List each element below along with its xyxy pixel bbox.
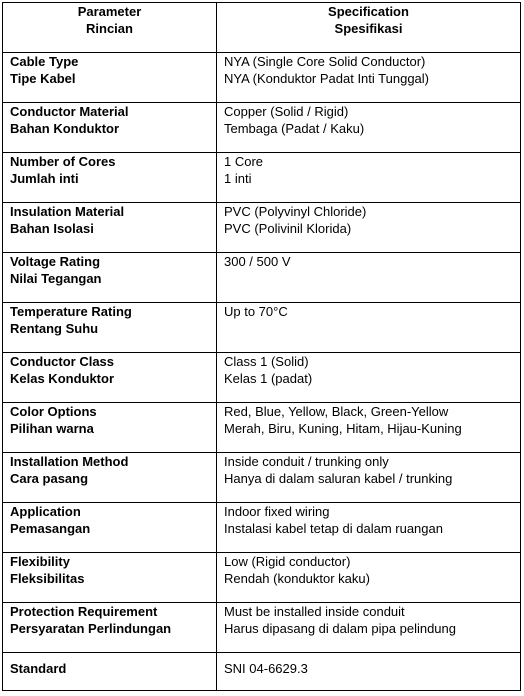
parameter-cell — [3, 203, 217, 253]
specification-value-id: Instalasi kabel tetap di dalam ruangan — [224, 521, 443, 536]
parameter-cell — [3, 253, 217, 303]
parameter-label-en: Color Options — [10, 404, 97, 419]
specification-value-id: Tembaga (Padat / Kaku) — [224, 121, 365, 136]
parameter-cell — [3, 103, 217, 153]
parameter-label-en: Protection Requirement — [10, 604, 158, 619]
specification-value-en: 300 / 500 V — [224, 254, 291, 269]
parameter-label-en: Conductor Material — [10, 104, 129, 119]
specification-value-id: PVC (Polivinil Klorida) — [224, 221, 352, 236]
specification-value-en: Up to 70°C — [224, 304, 288, 319]
parameter-label-en: Insulation Material — [10, 204, 125, 219]
parameter-label-id: Persyaratan Perlindungan — [10, 621, 172, 636]
parameter-label-id: Jumlah inti — [10, 171, 79, 186]
specification-cell — [217, 653, 521, 691]
specification-value-en: Class 1 (Solid) — [224, 354, 309, 369]
parameter-label-id: Kelas Konduktor — [10, 371, 115, 386]
parameter-label-id: Fleksibilitas — [10, 571, 85, 586]
parameter-label-en: Number of Cores — [10, 154, 116, 169]
table-row — [3, 553, 521, 603]
specification-cell — [217, 103, 521, 153]
parameter-cell — [3, 353, 217, 403]
parameter-cell — [3, 653, 217, 691]
header-parameter-id: Rincian — [86, 21, 133, 36]
specification-value-en: Copper (Solid / Rigid) — [224, 104, 349, 119]
parameter-label-en: Conductor Class — [10, 354, 115, 369]
specification-value-en: NYA (Single Core Solid Conductor) — [224, 54, 426, 69]
specification-value-id: NYA (Konduktor Padat Inti Tunggal) — [224, 71, 429, 86]
table-row — [3, 353, 521, 403]
parameter-cell — [3, 453, 217, 503]
parameter-label-id: Nilai Tegangan — [10, 271, 102, 286]
specification-value-id: Hanya di dalam saluran kabel / trunking — [224, 471, 453, 486]
table-header-row — [3, 3, 521, 53]
parameter-label-en: Flexibility — [10, 554, 70, 569]
specification-value-en: Indoor fixed wiring — [224, 504, 330, 519]
table-row — [3, 603, 521, 653]
specification-cell — [217, 53, 521, 103]
specification-value-en: SNI 04-6629.3 — [224, 661, 308, 676]
specification-value-en: Low (Rigid conductor) — [224, 554, 351, 569]
specification-value-en: 1 Core — [224, 154, 264, 169]
specification-value-id: 1 inti — [224, 171, 252, 186]
header-parameter-en: Parameter — [77, 4, 142, 19]
specification-cell — [217, 303, 521, 353]
parameter-label-id: Bahan Konduktor — [10, 121, 120, 136]
specification-value-en: Must be installed inside conduit — [224, 604, 405, 619]
header-specification-id: Spesifikasi — [334, 21, 403, 36]
specification-cell — [217, 453, 521, 503]
specification-cell — [217, 353, 521, 403]
specification-cell — [217, 503, 521, 553]
parameter-label-en: Voltage Rating — [10, 254, 101, 269]
parameter-label-en: Cable Type — [10, 54, 79, 69]
parameter-cell — [3, 403, 217, 453]
specification-value-en: Red, Blue, Yellow, Black, Green-Yellow — [224, 404, 449, 419]
table-row — [3, 453, 521, 503]
parameter-label-en: Standard — [10, 661, 67, 676]
specification-value-en: Inside conduit / trunking only — [224, 454, 389, 469]
parameter-label-id: Rentang Suhu — [10, 321, 99, 336]
specification-cell — [217, 553, 521, 603]
table-row — [3, 503, 521, 553]
parameter-label-en: Application — [10, 504, 81, 519]
specification-cell — [217, 253, 521, 303]
parameter-cell — [3, 153, 217, 203]
parameter-cell — [3, 53, 217, 103]
parameter-label-en: Installation Method — [10, 454, 129, 469]
table-row — [3, 53, 521, 103]
specification-value-id: Merah, Biru, Kuning, Hitam, Hijau-Kuning — [224, 421, 462, 436]
specification-value-id: Rendah (konduktor kaku) — [224, 571, 370, 586]
specification-cell — [217, 403, 521, 453]
parameter-label-id: Cara pasang — [10, 471, 89, 486]
table-row — [3, 403, 521, 453]
specification-value-en: PVC (Polyvinyl Chloride) — [224, 204, 367, 219]
table-row — [3, 653, 521, 691]
parameter-label-id: Bahan Isolasi — [10, 221, 94, 236]
table-row — [3, 303, 521, 353]
parameter-cell — [3, 503, 217, 553]
parameter-label-id: Tipe Kabel — [10, 71, 76, 86]
specification-value-id: Harus dipasang di dalam pipa pelindung — [224, 621, 456, 636]
specification-cell — [217, 603, 521, 653]
table-row — [3, 103, 521, 153]
table-row — [3, 253, 521, 303]
parameter-cell — [3, 603, 217, 653]
header-specification — [217, 3, 521, 53]
specification-table — [2, 2, 521, 691]
specification-value-id: Kelas 1 (padat) — [224, 371, 313, 386]
specification-cell — [217, 153, 521, 203]
table-row — [3, 203, 521, 253]
parameter-cell — [3, 303, 217, 353]
parameter-label-id: Pilihan warna — [10, 421, 94, 436]
table-row — [3, 153, 521, 203]
parameter-label-id: Pemasangan — [10, 521, 91, 536]
parameter-cell — [3, 553, 217, 603]
header-specification-en: Specification — [328, 4, 409, 19]
specification-cell — [217, 203, 521, 253]
parameter-label-en: Temperature Rating — [10, 304, 132, 319]
header-parameter — [3, 3, 217, 53]
